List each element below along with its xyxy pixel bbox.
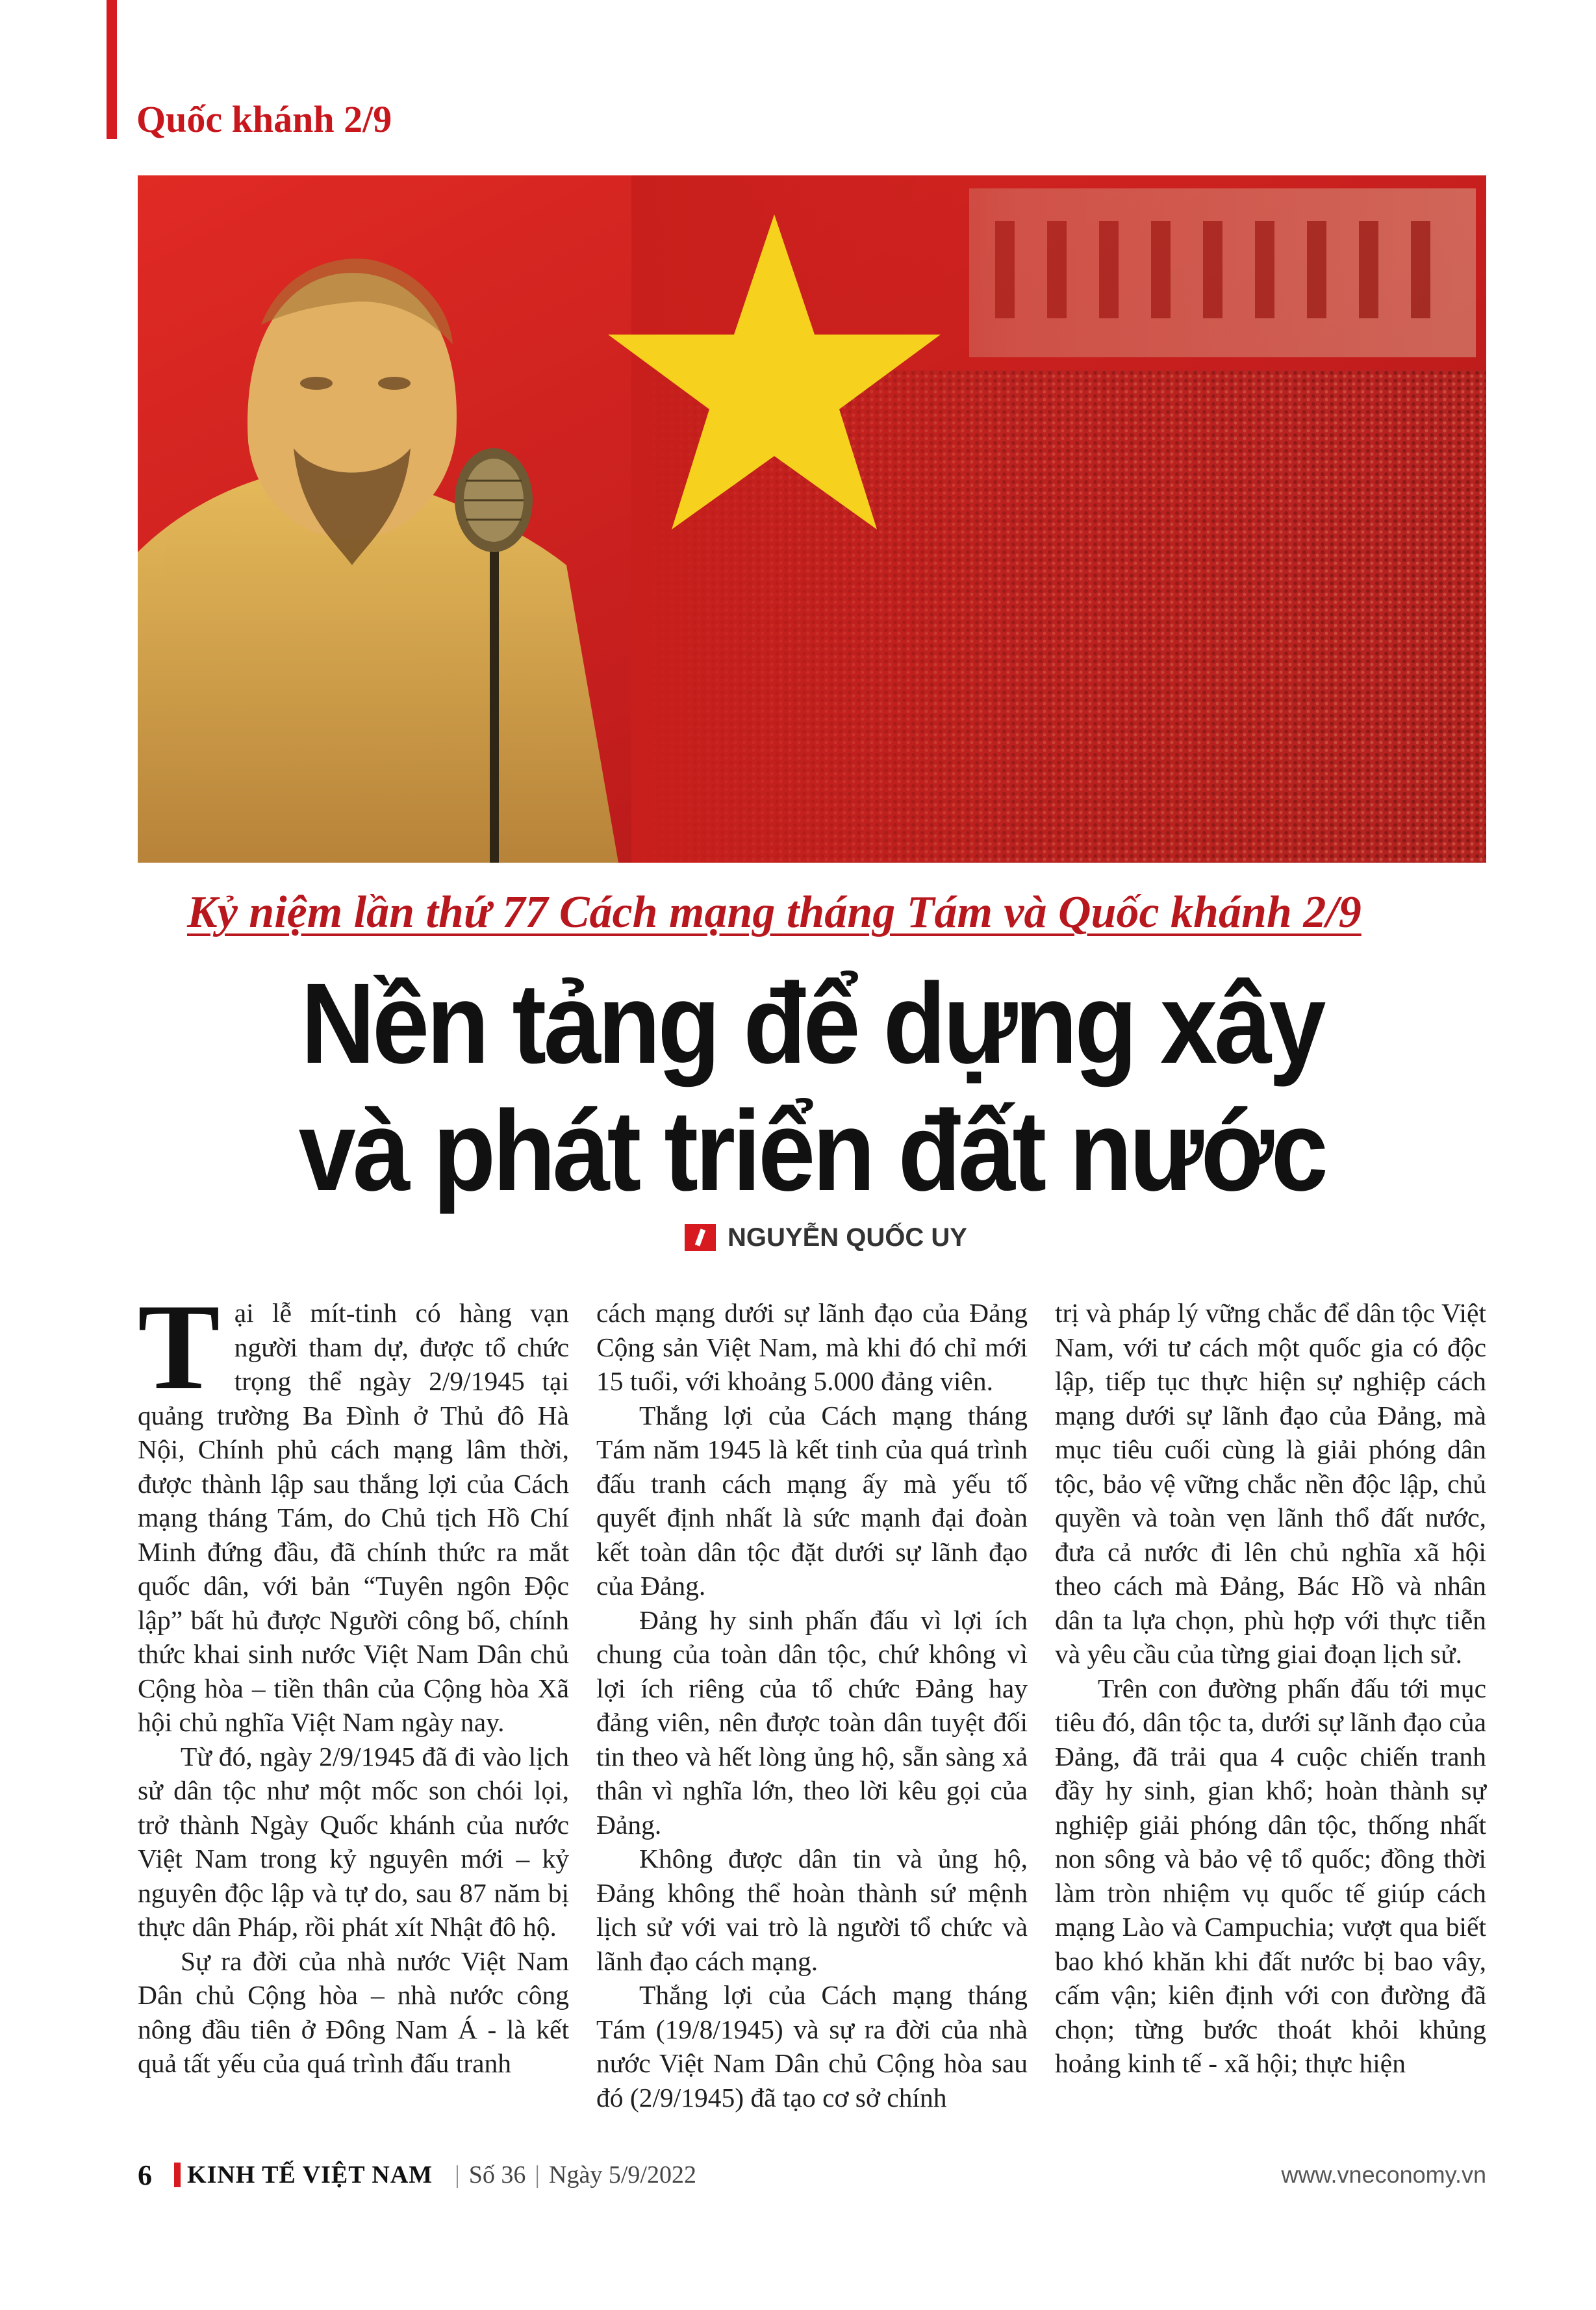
section-accent-bar (107, 0, 117, 139)
website-link[interactable]: www.vneconomy.vn (1281, 2161, 1486, 2188)
headline-line-1: Nền tảng để dựng xây (301, 960, 1323, 1087)
divider: | (535, 2161, 540, 2189)
page-footer (138, 2155, 1486, 2194)
paragraph: Thắng lợi của Cách mạng tháng Tám (19/8/1945) và sự ra đời của nhà nước Việt Nam Dân chủ Cộng hòa sau đó (2/9/1945) đã tạo cơ sở chính (596, 1980, 1028, 2113)
paragraph: cách mạng dưới sự lãnh đạo của Đảng Cộng sản Việt Nam, mà khi đó chỉ mới 15 tuổi, với khoảng 5.000 đảng viên. (596, 1298, 1028, 1396)
pen-icon (685, 1224, 716, 1251)
paragraph: Từ đó, ngày 2/9/1945 đã đi vào lịch sử dân tộc như một mốc son chói lọi, trở thành Ngày Quốc khánh của nước Việt Nam trong kỷ nguyên mới – kỷ nguyên độc lập và tự do, sau 87 năm bị thực dân Pháp, rồi phát xít Nhật đô hộ. (138, 1741, 569, 1942)
paragraph: Không được dân tin và ủng hộ, Đảng không thể hoàn thành sứ mệnh lịch sử với vai trò là người tổ chức và lãnh đạo cách mạng. (596, 1844, 1028, 1976)
paragraph: trị và pháp lý vững chắc để dân tộc Việt Nam, với tư cách một quốc gia có độc lập, tiếp tục thực hiện sự nghiệp cách mạng dưới sự lãnh đạo của Đảng, mà mục tiêu cuối cùng là giải phóng dân tộc, bảo vệ vững chắc nền độc lập, chủ quyền và toàn vẹn lãnh thổ đất nước, đưa cả nước đi lên chủ nghĩa xã hội theo cách mà Đảng, Bác Hồ và nhân dân ta lựa chọn, phù hợp với thực tiễn và yêu cầu của từng giai đoạn lịch sử. (1055, 1298, 1486, 1669)
article-body (138, 1279, 1486, 2166)
column-2 (596, 1296, 1028, 2114)
drop-cap: T (138, 1279, 220, 1415)
byline (685, 1221, 967, 1254)
hero-image (138, 175, 1486, 863)
footer-accent (174, 2163, 181, 2187)
issue-date: Ngày 5/9/2022 (549, 2161, 696, 2189)
divider: | (455, 2161, 460, 2189)
article-kicker: Kỷ niệm lần thứ 77 Cách mạng tháng Tám và Quốc khánh 2/9 (187, 887, 1362, 937)
page-number: 6 (138, 2159, 152, 2191)
paragraph: Sự ra đời của nhà nước Việt Nam Dân chủ Cộng hòa – nhà nước công nông đầu tiên ở Đông Nam Á - là kết quả tất yếu của quá trình đấu tranh (138, 1946, 569, 2078)
article-headline (205, 960, 1419, 1215)
paragraph: Tại lễ mít-tinh có hàng vạn người tham dự, được tổ chức trọng thể ngày 2/9/1945 tại quảng trường Ba Đình ở Thủ đô Hà Nội, Chính phủ cách mạng lâm thời, được thành lập sau thắng lợi của Cách mạng tháng Tám, do Chủ tịch Hồ Chí Minh đứng đầu, đã chính thức ra mắt quốc dân, với bản “Tuyên ngôn Độc lập” bất hủ được Người công bố, chính thức khai sinh nước Việt Nam Dân chủ Cộng hòa – tiền thân của Cộng hòa Xã hội chủ nghĩa Việt Nam ngày nay. (138, 1279, 569, 1737)
column-1 (138, 1279, 569, 2081)
column-3 (1055, 1296, 1486, 2081)
magazine-name: KINH TẾ VIỆT NAM (187, 2161, 433, 2189)
headline-line-2: và phát triển đất nước (298, 1087, 1326, 1215)
paragraph: Trên con đường phấn đấu tới mục tiêu đó, dân tộc ta, dưới sự lãnh đạo của Đảng, đã trải qua 4 cuộc chiến tranh đầy hy sinh, gian khổ; hoàn thành sự nghiệp giải phóng dân tộc, thống nhất non sông và bảo vệ tổ quốc; đồng thời làm tròn nhiệm vụ quốc tế giúp cách mạng Lào và Campuchia; vượt qua biết bao khó khăn khi đất nước bị bao vây, cấm vận; kiên định với con đường đã chọn; từng bước thoát khỏi khủng hoảng kinh tế - xã hội; thực hiện (1055, 1673, 1486, 2078)
paragraph: Đảng hy sinh phấn đấu vì lợi ích chung của toàn dân tộc, chứ không vì lợi ích riêng của tổ chức Đảng hay đảng viên, nên được toàn dân tuyệt đối tin theo và hết lòng ủng hộ, sẵn sàng xả thân vì nghĩa lớn, theo lời kêu gọi của Đảng. (596, 1605, 1028, 1840)
issue-number: Số 36 (468, 2161, 526, 2189)
author-name: NGUYỄN QUỐC UY (728, 1223, 967, 1252)
paragraph: Thắng lợi của Cách mạng tháng Tám năm 1945 là kết tinh của quá trình đấu tranh cách mạng ấy mà yếu tố quyết định nhất là sức mạnh đại đoàn kết toàn dân tộc đặt dưới sự lãnh đạo của Đảng. (596, 1400, 1028, 1601)
section-label: Quốc khánh 2/9 (136, 98, 392, 140)
